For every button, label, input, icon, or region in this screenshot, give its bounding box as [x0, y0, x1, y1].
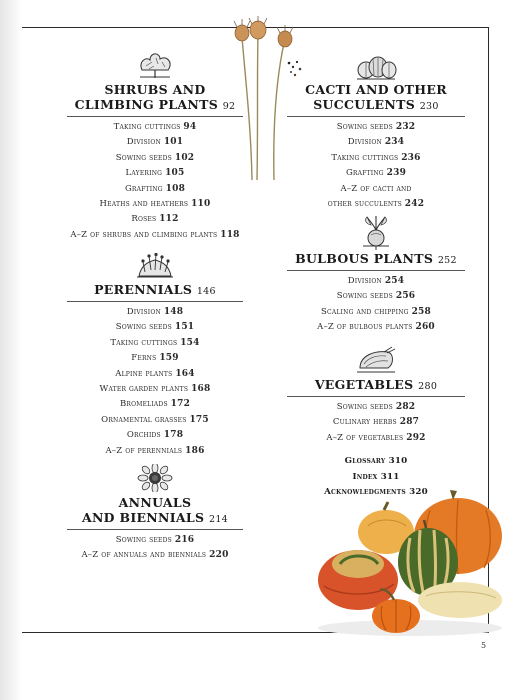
toc-entry[interactable]: Division 234 — [347, 137, 405, 148]
section-annuals — [67, 464, 243, 564]
toc-entry[interactable]: Roses 112 — [131, 214, 179, 225]
section-cacti — [287, 54, 465, 212]
section-title — [287, 251, 465, 271]
toc-entry[interactable]: Sowing seeds 151 — [115, 322, 195, 333]
toc-entry[interactable]: Taking cuttings 236 — [331, 152, 421, 163]
toc-list — [67, 533, 243, 564]
toc-entry[interactable]: Sowing seeds 102 — [115, 152, 195, 163]
title-line: BULBOUS PLANTS — [295, 251, 434, 266]
title-line: SUCCULENTS — [313, 97, 416, 112]
toc-entry[interactable]: Scaling and chipping 258 — [321, 306, 431, 317]
toc-list — [67, 305, 243, 459]
perennial-icon — [133, 252, 177, 278]
section-title — [287, 82, 465, 117]
title-line: PERENNIALS — [94, 282, 193, 297]
section-title — [67, 82, 243, 117]
title-line: CACTI AND OTHER — [305, 82, 447, 97]
toc-entry[interactable]: Ferns 159 — [131, 353, 179, 364]
section-title — [67, 282, 243, 302]
section-page-number: 146 — [196, 286, 216, 297]
toc-list — [287, 274, 465, 336]
section-page-number: 280 — [418, 381, 438, 392]
section-title — [67, 495, 243, 530]
toc-entry[interactable]: Division 254 — [347, 276, 405, 286]
toc-entry[interactable]: Taking cuttings 94 — [113, 122, 197, 132]
pumpkins-illustration — [310, 488, 505, 638]
toc-list — [67, 120, 243, 243]
title-line: ANNUALS — [118, 495, 192, 510]
toc-entry[interactable]: Layering 105 — [125, 168, 185, 179]
title-line: AND BIENNIALS — [81, 510, 205, 525]
toc-entry[interactable]: A–Z of perennials 186 — [105, 445, 205, 456]
toc-entry[interactable]: Sowing seeds 256 — [336, 291, 416, 302]
title-line: CLIMBING PLANTS — [74, 97, 219, 112]
section-page-number: 230 — [419, 101, 439, 112]
toc-entry[interactable]: Bromeliads 172 — [119, 399, 191, 410]
section-page-number: 92 — [222, 101, 236, 112]
toc-entry[interactable]: Ornamental grasses 175 — [101, 414, 209, 425]
toc-entry[interactable]: A–Z of shrubs and climbing plants 118 — [70, 229, 240, 240]
section-vegetables — [287, 346, 465, 446]
section-page-number: 214 — [208, 514, 229, 525]
toc-entry[interactable]: A–Z of cacti and — [340, 183, 412, 194]
toc-entry[interactable]: Division 148 — [126, 307, 184, 317]
onion-icon — [354, 346, 398, 374]
left-column — [67, 50, 243, 570]
toc-list — [287, 120, 465, 212]
toc-entry[interactable]: other succulents 242 — [327, 199, 425, 210]
section-bulbous — [287, 216, 465, 336]
toc-list — [287, 400, 465, 446]
toc-entry[interactable]: A–Z of bulbous plants 260 — [317, 322, 435, 333]
toc-entry[interactable]: A–Z of annuals and biennials 220 — [81, 550, 229, 561]
page-number: 5 — [481, 641, 487, 650]
sunflower-icon — [135, 464, 175, 492]
beet-icon — [359, 216, 393, 250]
toc-entry-index[interactable]: Index 311 — [352, 471, 400, 482]
toc-entry[interactable]: Taking cuttings 154 — [110, 337, 200, 348]
toc-entry[interactable]: Alpine plants 164 — [115, 368, 195, 379]
cactus-icon — [354, 54, 398, 80]
toc-entry[interactable]: Culinary herbs 287 — [332, 417, 420, 428]
toc-entry[interactable]: Water garden plants 168 — [99, 384, 211, 395]
section-perennials — [67, 252, 243, 459]
title-line: SHRUBS AND — [104, 82, 206, 97]
toc-entry-acknowledgments[interactable]: Acknowledgments 320 — [324, 487, 428, 498]
toc-entry[interactable]: A–Z of vegetables 292 — [326, 432, 426, 443]
shrub-icon — [134, 50, 176, 80]
section-title — [287, 377, 465, 397]
toc-entry-glossary[interactable]: Glossary 310 — [344, 456, 408, 466]
toc-entry[interactable]: Grafting 239 — [345, 168, 407, 179]
toc-entry[interactable]: Division 101 — [126, 137, 184, 148]
toc-entry[interactable]: Sowing seeds 216 — [115, 535, 195, 545]
toc-entry[interactable]: Grafting 108 — [124, 183, 186, 194]
toc-entry[interactable]: Sowing seeds 282 — [336, 402, 416, 412]
section-page-number: 252 — [437, 255, 457, 266]
page-gutter-shadow — [0, 0, 22, 700]
toc-entry[interactable]: Orchids 178 — [126, 430, 184, 441]
right-column — [287, 54, 465, 524]
title-line: VEGETABLES — [314, 377, 414, 392]
section-shrubs — [67, 50, 243, 243]
toc-entry[interactable]: Heaths and heathers 110 — [99, 199, 211, 210]
toc-entry[interactable]: Sowing seeds 232 — [336, 122, 416, 132]
